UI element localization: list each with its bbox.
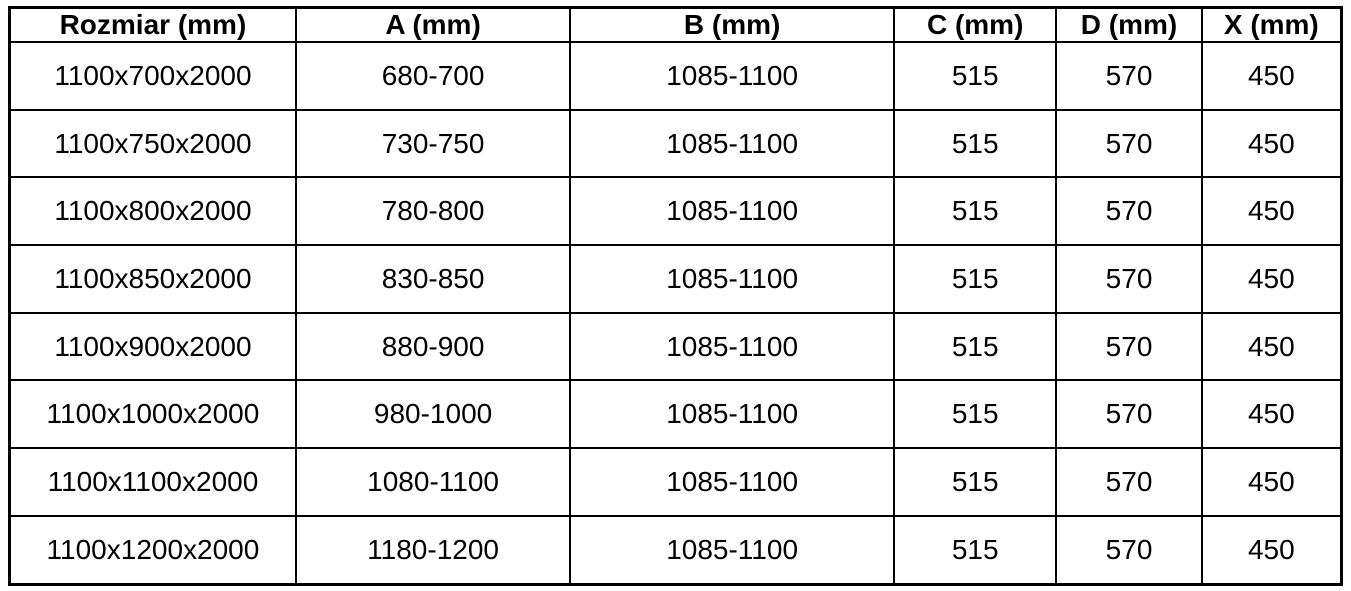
table-cell: 450 [1202,516,1342,585]
table-cell: 515 [894,313,1057,381]
table-cell: 515 [894,380,1057,448]
table-cell: 570 [1056,177,1201,245]
size-table [8,6,1343,586]
table-cell: 570 [1056,110,1201,178]
column-header: X (mm) [1202,8,1342,43]
table-cell: 1085-1100 [570,245,894,313]
table-cell: 570 [1056,313,1201,381]
table-cell: 1085-1100 [570,448,894,516]
column-header: Rozmiar (mm) [10,8,296,43]
table-cell: 1085-1100 [570,177,894,245]
table-cell: 515 [894,177,1057,245]
table-row [10,448,1342,516]
table-cell: 1085-1100 [570,42,894,110]
table-cell: 515 [894,110,1057,178]
column-header: D (mm) [1056,8,1201,43]
table-cell: 450 [1202,177,1342,245]
table-row [10,177,1342,245]
table-cell: 1100x900x2000 [10,313,296,381]
size-table-head [10,8,1342,43]
table-cell: 515 [894,448,1057,516]
table-cell: 450 [1202,245,1342,313]
table-cell: 880-900 [296,313,570,381]
table-cell: 570 [1056,448,1201,516]
table-row [10,516,1342,585]
column-header: B (mm) [570,8,894,43]
table-cell: 1085-1100 [570,110,894,178]
table-cell: 730-750 [296,110,570,178]
table-row [10,380,1342,448]
size-table-head-row [10,8,1342,43]
table-cell: 780-800 [296,177,570,245]
table-cell: 1180-1200 [296,516,570,585]
table-cell: 570 [1056,516,1201,585]
table-cell: 515 [894,245,1057,313]
table-cell: 1080-1100 [296,448,570,516]
column-header: C (mm) [894,8,1057,43]
table-cell: 1085-1100 [570,313,894,381]
table-cell: 1100x1200x2000 [10,516,296,585]
table-row [10,42,1342,110]
table-cell: 1085-1100 [570,380,894,448]
table-cell: 450 [1202,313,1342,381]
table-cell: 515 [894,42,1057,110]
table-cell: 450 [1202,380,1342,448]
table-cell: 450 [1202,42,1342,110]
table-cell: 1100x1000x2000 [10,380,296,448]
table-row [10,245,1342,313]
table-cell: 515 [894,516,1057,585]
table-cell: 570 [1056,245,1201,313]
table-cell: 1100x700x2000 [10,42,296,110]
size-table-body [10,42,1342,585]
column-header: A (mm) [296,8,570,43]
table-row [10,110,1342,178]
table-cell: 1100x850x2000 [10,245,296,313]
table-cell: 1085-1100 [570,516,894,585]
table-cell: 680-700 [296,42,570,110]
table-cell: 980-1000 [296,380,570,448]
table-cell: 830-850 [296,245,570,313]
table-cell: 570 [1056,42,1201,110]
table-cell: 1100x800x2000 [10,177,296,245]
table-cell: 450 [1202,110,1342,178]
table-cell: 570 [1056,380,1201,448]
table-cell: 1100x1100x2000 [10,448,296,516]
table-cell: 450 [1202,448,1342,516]
table-row [10,313,1342,381]
table-cell: 1100x750x2000 [10,110,296,178]
